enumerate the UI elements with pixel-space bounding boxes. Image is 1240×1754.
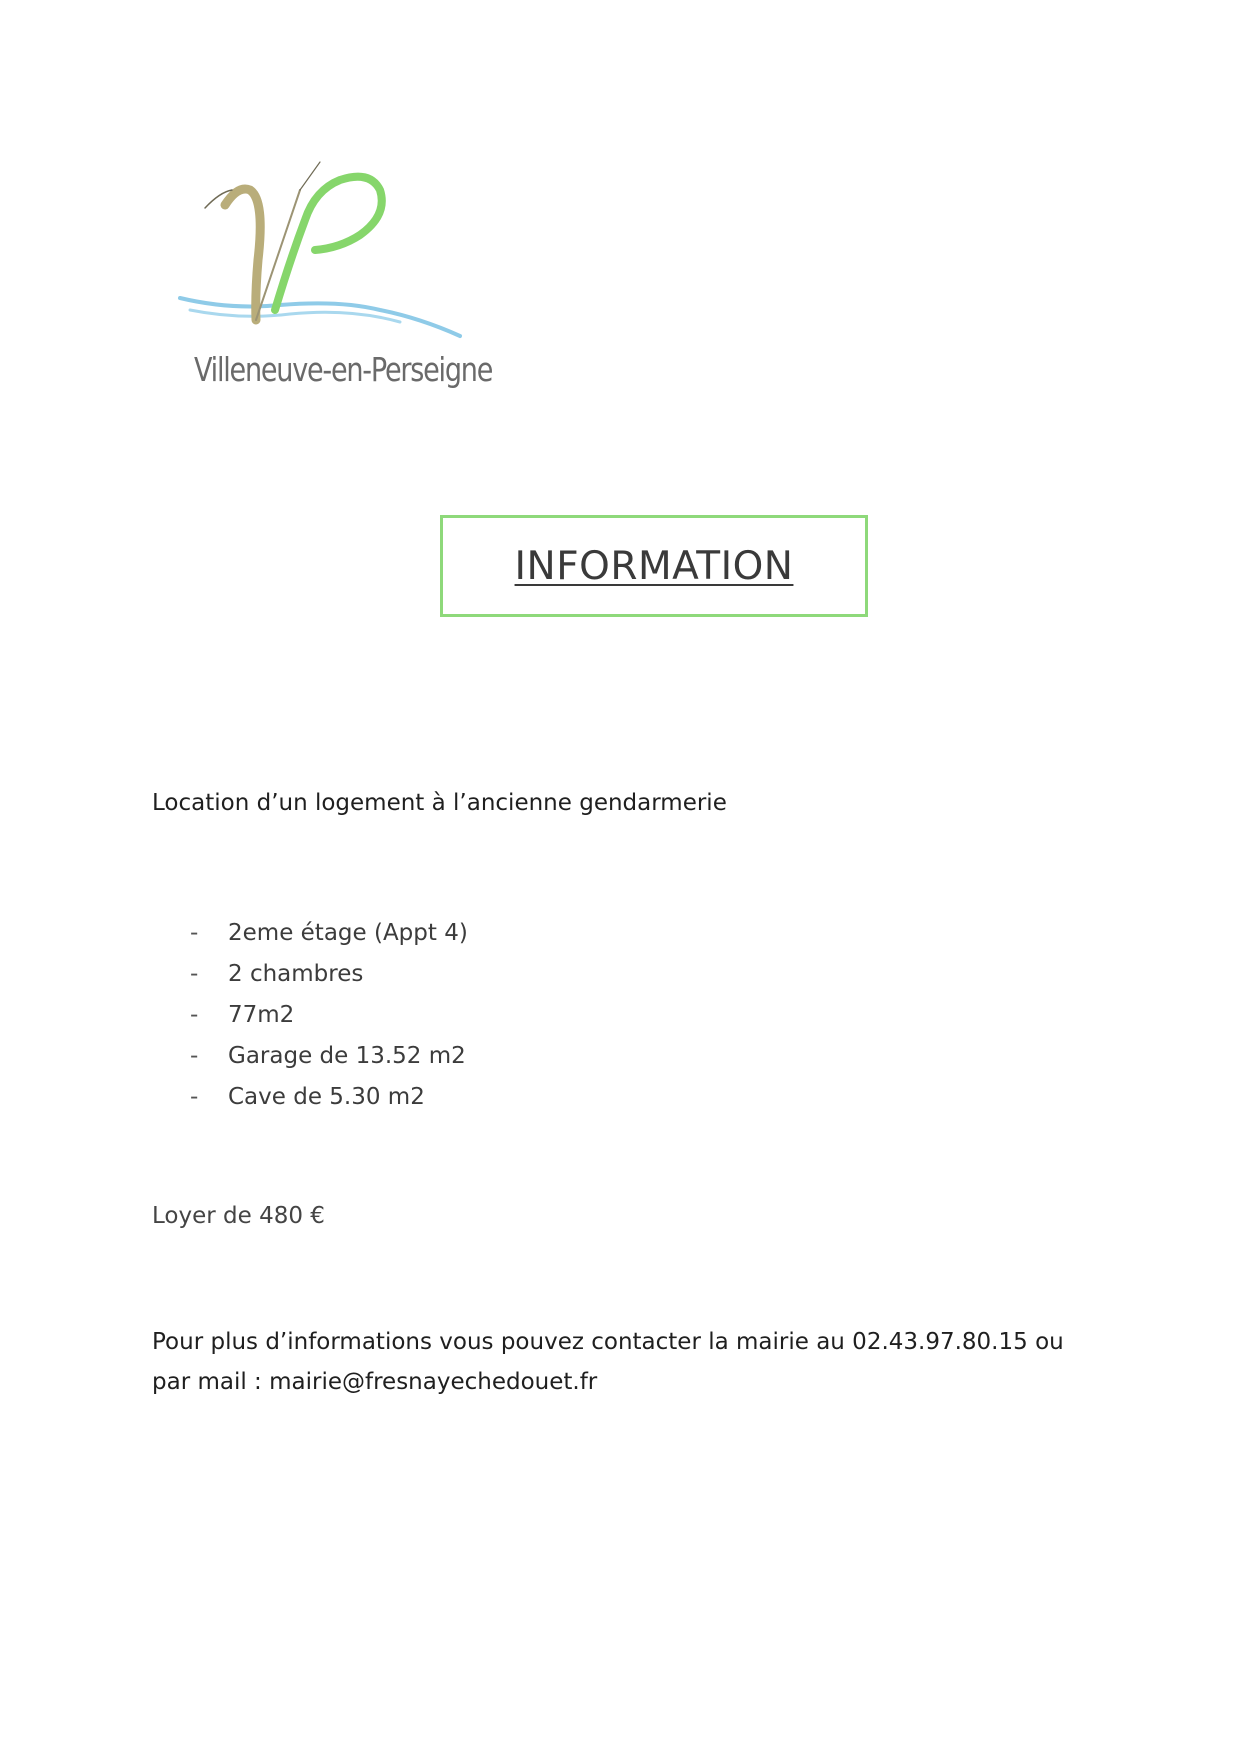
dash-bullet: - — [190, 1083, 199, 1110]
feature-garage: Garage de 13.52 m2 — [228, 1042, 466, 1069]
list-item — [190, 912, 468, 953]
logo-town-name: Villeneuve-en-Perseigne — [194, 350, 493, 389]
vp-monogram-logo-icon — [170, 150, 490, 350]
feature-surface: 77m2 — [228, 1001, 295, 1028]
feature-bedrooms: 2 chambres — [228, 960, 364, 987]
feature-floor: 2eme étage (Appt 4) — [228, 919, 468, 946]
dash-bullet: - — [190, 919, 199, 946]
rent-text: Loyer de 480 € — [152, 1203, 325, 1229]
listing-heading: Location d’un logement à l’ancienne gendarmerie — [152, 790, 727, 816]
feature-cellar: Cave de 5.30 m2 — [228, 1083, 425, 1110]
information-title-box — [440, 515, 868, 617]
dash-bullet: - — [190, 1001, 199, 1028]
dash-bullet: - — [190, 960, 199, 987]
list-item — [190, 1076, 468, 1117]
dash-bullet: - — [190, 1042, 199, 1069]
feature-list — [190, 912, 468, 1117]
list-item — [190, 953, 468, 994]
list-item — [190, 1035, 468, 1076]
contact-line-phone: Pour plus d’informations vous pouvez contacter la mairie au 02.43.97.80.15 ou — [152, 1329, 1064, 1355]
contact-line-email: par mail : mairie@fresnayechedouet.fr — [152, 1369, 598, 1395]
municipality-logo — [170, 150, 493, 400]
list-item — [190, 994, 468, 1035]
contact-paragraph — [152, 1322, 1152, 1402]
page-title: INFORMATION — [514, 543, 794, 589]
